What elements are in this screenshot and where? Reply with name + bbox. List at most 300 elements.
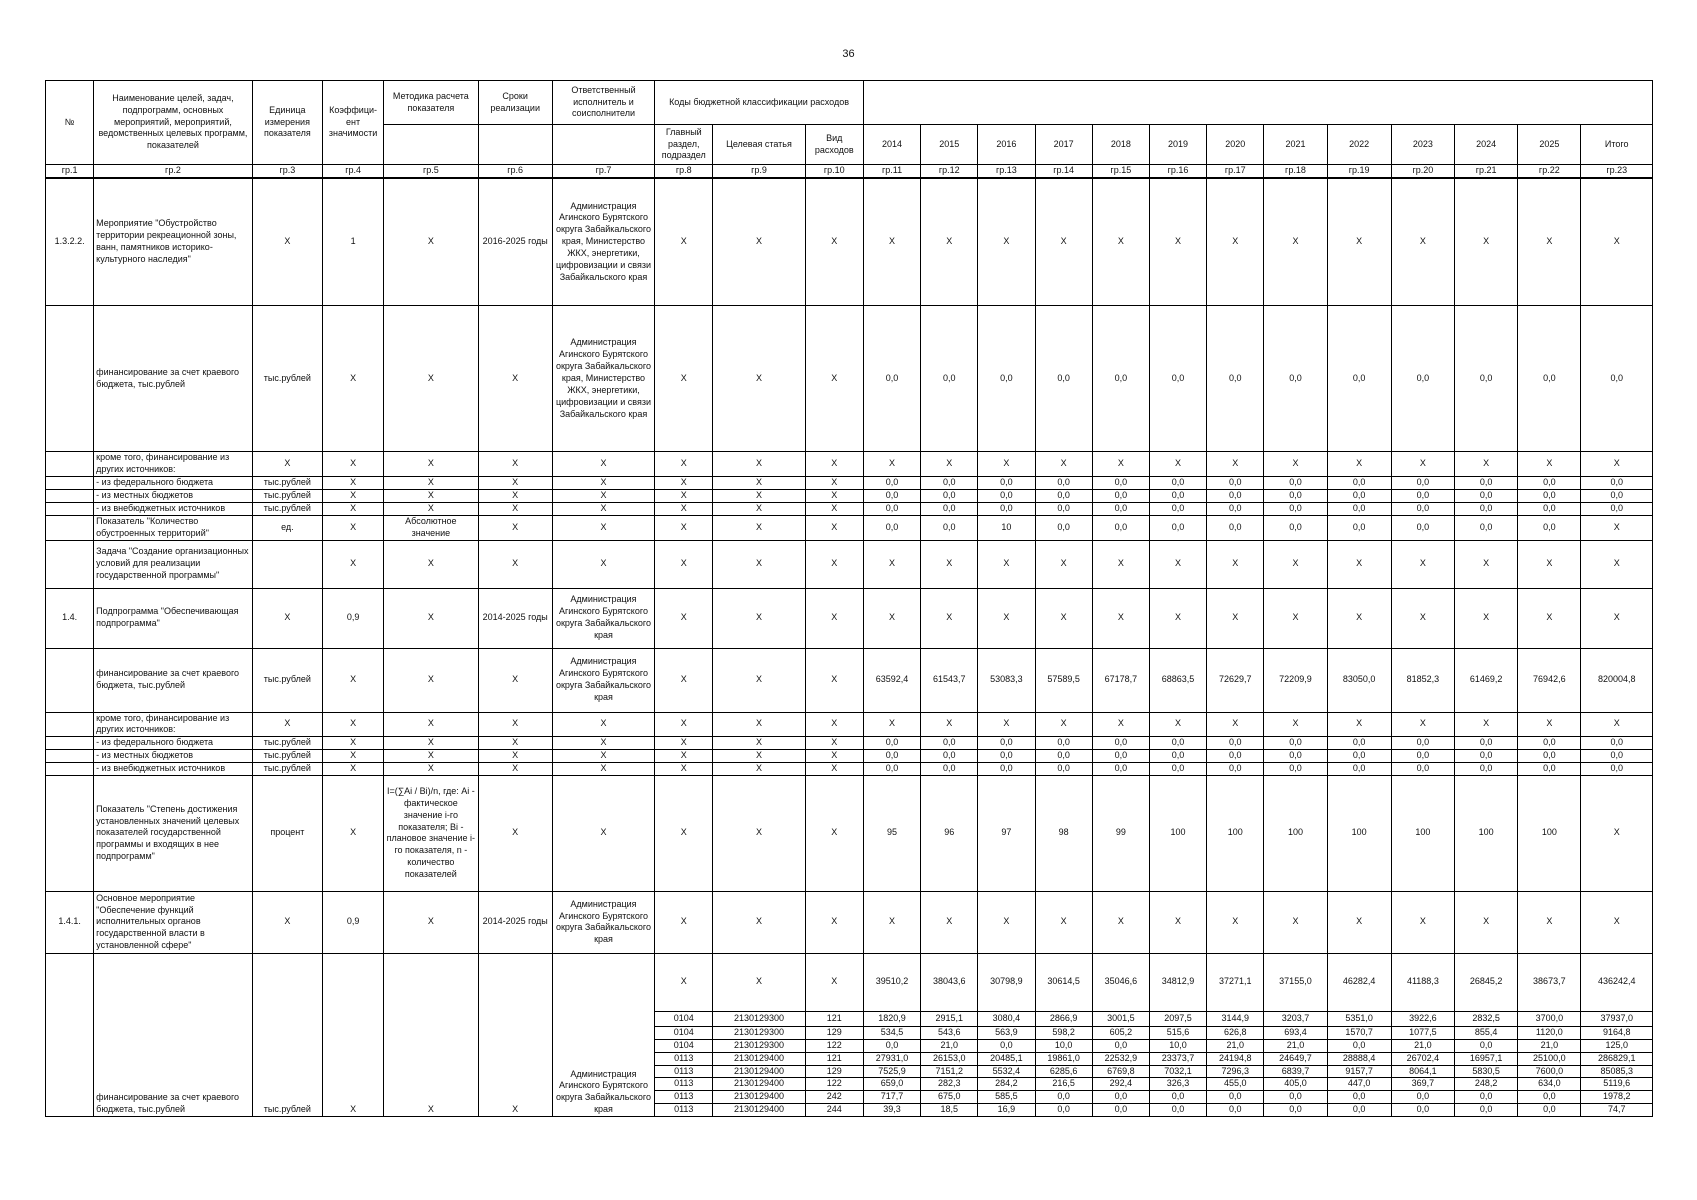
table-cell: 100: [1518, 775, 1581, 891]
table-row: [46, 178, 1653, 306]
header-coef: Коэффици-ент значимости: [322, 81, 383, 165]
table-cell: X: [384, 540, 478, 588]
table-cell: 0,0: [1327, 502, 1391, 515]
table-cell: 7296,3: [1207, 1065, 1264, 1078]
table-cell: X: [252, 891, 322, 953]
table-cell: X: [384, 750, 478, 763]
table-cell: 0113: [655, 1065, 713, 1078]
table-cell: X: [713, 891, 805, 953]
table-cell: 38673,7: [1518, 953, 1581, 1011]
table-cell: 5351,0: [1327, 1011, 1391, 1026]
table-row: [46, 750, 1653, 763]
table-cell: X: [552, 712, 654, 737]
table-cell: 35046,6: [1092, 953, 1149, 1011]
group-number: гр.4: [322, 165, 383, 178]
table-cell: X: [322, 750, 383, 763]
table-cell: 0,0: [1149, 1104, 1206, 1117]
table-cell: X: [713, 648, 805, 712]
table-cell: Мероприятие "Обустройство территории рекреационной зоны, ванн, памятников историко-культурного наследия": [94, 178, 253, 306]
table-cell: 0,0: [1391, 515, 1454, 540]
table-cell: 100: [1264, 775, 1327, 891]
table-cell: X: [713, 515, 805, 540]
table-cell: X: [478, 763, 552, 776]
table-cell: X: [655, 750, 713, 763]
table-cell: X: [1455, 891, 1518, 953]
table-cell: X: [478, 737, 552, 750]
table-cell: 0,0: [1035, 1104, 1092, 1117]
table-cell: X: [1035, 891, 1092, 953]
table-cell: 0,0: [978, 1039, 1035, 1052]
table-cell: X: [1518, 712, 1581, 737]
table-cell: X: [805, 306, 863, 452]
header-method: Методика расчета показателя: [384, 81, 478, 125]
header-article: Целевая статья: [713, 125, 805, 165]
header-year: 2015: [921, 125, 978, 165]
table-cell: 1820,9: [863, 1011, 920, 1026]
table-cell: X: [1035, 178, 1092, 306]
table-cell: 21,0: [1518, 1039, 1581, 1052]
table-cell: X: [655, 891, 713, 953]
table-cell: 0,0: [1092, 750, 1149, 763]
table-cell: 7151,2: [921, 1065, 978, 1078]
table-cell: X: [1092, 540, 1149, 588]
table-cell: X: [921, 452, 978, 477]
table-cell: X: [552, 477, 654, 490]
table-cell: X: [552, 763, 654, 776]
table-cell: X: [655, 737, 713, 750]
table-cell: 0,0: [1035, 763, 1092, 776]
table-cell: X: [1264, 891, 1327, 953]
table-cell: 0,0: [1149, 763, 1206, 776]
table-cell: X: [713, 953, 805, 1011]
table-cell: X: [713, 452, 805, 477]
table-cell: X: [713, 588, 805, 648]
table-cell: X: [655, 588, 713, 648]
empty-num-cell: [46, 953, 94, 1116]
header-responsible: Ответственный исполнитель и соисполнители: [552, 81, 654, 125]
table-cell: 248,2: [1455, 1078, 1518, 1091]
table-cell: 0,0: [1035, 737, 1092, 750]
table-cell: X: [1581, 452, 1653, 477]
table-cell: X: [1264, 712, 1327, 737]
table-cell: 0,0: [1264, 490, 1327, 503]
table-cell: 0113: [655, 1091, 713, 1104]
table-cell: 0,0: [1149, 306, 1206, 452]
table-cell: 0,0: [1035, 477, 1092, 490]
table-cell: 26702,4: [1391, 1052, 1454, 1065]
table-cell: X: [552, 540, 654, 588]
table-cell: тыс.рублей: [252, 648, 322, 712]
table-cell: 122: [805, 1078, 863, 1091]
table-cell: X: [713, 712, 805, 737]
table-cell: X: [978, 540, 1035, 588]
table-cell: 21,0: [1391, 1039, 1454, 1052]
table-cell: 0,0: [921, 515, 978, 540]
table-cell: 0,0: [1207, 1091, 1264, 1104]
table-cell: 0,0: [1327, 1091, 1391, 1104]
table-row: [46, 712, 1653, 737]
table-cell: X: [384, 452, 478, 477]
table-cell: 1.4.1.: [46, 891, 94, 953]
table-cell: 72209,9: [1264, 648, 1327, 712]
table-cell: 0,9: [322, 588, 383, 648]
table-cell: 0,0: [1391, 477, 1454, 490]
table-cell: 25100,0: [1518, 1052, 1581, 1065]
table-cell: X: [1207, 540, 1264, 588]
table-cell: 0113: [655, 1104, 713, 1117]
table-cell: 0104: [655, 1026, 713, 1039]
group-number: гр.23: [1581, 165, 1653, 178]
table-cell: X: [863, 588, 920, 648]
table-cell: [252, 540, 322, 588]
table-cell: [46, 452, 94, 477]
table-cell: 0,0: [863, 306, 920, 452]
table-cell: Задача "Создание организационных условий для реализации государственной программы": [94, 540, 253, 588]
table-cell: 0,0: [1327, 1039, 1391, 1052]
table-cell: X: [384, 178, 478, 306]
table-cell: X: [1035, 712, 1092, 737]
table-cell: 0,0: [1264, 515, 1327, 540]
table-cell: 0,0: [978, 502, 1035, 515]
table-cell: 2130129300: [713, 1026, 805, 1039]
group-number: гр.9: [713, 165, 805, 178]
table-cell: Абсолютное значение: [384, 515, 478, 540]
table-cell: 0,0: [1207, 502, 1264, 515]
table-cell: тыс.рублей: [252, 502, 322, 515]
table-cell: 0,0: [1264, 1104, 1327, 1117]
table-cell: X: [1327, 891, 1391, 953]
table-cell: 0,0: [1455, 306, 1518, 452]
table-cell: X: [978, 891, 1035, 953]
table-row: [46, 891, 1653, 953]
table-cell: X: [1092, 178, 1149, 306]
table-cell: X: [322, 775, 383, 891]
table-cell: 0,0: [1207, 515, 1264, 540]
table-cell: 16,9: [978, 1104, 1035, 1117]
table-cell: 16957,1: [1455, 1052, 1518, 1065]
table-cell: X: [1455, 712, 1518, 737]
table-cell: 0,0: [1581, 477, 1653, 490]
table-cell: 515,6: [1149, 1026, 1206, 1039]
table-cell: 3700,0: [1518, 1011, 1581, 1026]
table-cell: - из внебюджетных источников: [94, 502, 253, 515]
table-cell: X: [384, 891, 478, 953]
table-cell: 0,0: [1092, 515, 1149, 540]
table-cell: 1570,7: [1327, 1026, 1391, 1039]
table-cell: Показатель "Количество обустроенных территорий": [94, 515, 253, 540]
table-cell: 0,0: [1391, 490, 1454, 503]
budget-table: [45, 80, 1653, 1117]
table-cell: Подпрограмма "Обеспечивающая подпрограмма": [94, 588, 253, 648]
table-cell: 2016-2025 годы: [478, 178, 552, 306]
table-cell: X: [478, 648, 552, 712]
table-cell: Основное мероприятие "Обеспечение функций исполнительных органов государственной власти в установленной сфере": [94, 891, 253, 953]
table-cell: 0,0: [863, 490, 920, 503]
table-cell: X: [1455, 588, 1518, 648]
table-cell: 0,0: [1207, 1104, 1264, 1117]
table-cell: 0,0: [1327, 306, 1391, 452]
table-cell: [46, 775, 94, 891]
table-cell: ед.: [252, 515, 322, 540]
table-cell: 543,6: [921, 1026, 978, 1039]
table-cell: 100: [1327, 775, 1391, 891]
table-cell: X: [713, 502, 805, 515]
table-cell: 286829,1: [1581, 1052, 1653, 1065]
table-cell: 0,0: [1035, 750, 1092, 763]
table-cell: X: [655, 452, 713, 477]
table-cell: X: [322, 763, 383, 776]
table-cell: 0,0: [1455, 1039, 1518, 1052]
table-cell: X: [921, 588, 978, 648]
table-cell: X: [1035, 452, 1092, 477]
table-cell: X: [1327, 712, 1391, 737]
table-cell: 0113: [655, 1052, 713, 1065]
table-cell: 26153,0: [921, 1052, 978, 1065]
table-cell: 61469,2: [1455, 648, 1518, 712]
table-cell: X: [384, 712, 478, 737]
table-cell: X: [1149, 712, 1206, 737]
table-cell: X: [713, 750, 805, 763]
table-cell: 18,5: [921, 1104, 978, 1117]
table-cell: 0,0: [1092, 477, 1149, 490]
table-cell: 693,4: [1264, 1026, 1327, 1039]
table-cell: 0,0: [1327, 750, 1391, 763]
table-cell: 447,0: [1327, 1078, 1391, 1091]
table-cell: X: [1092, 891, 1149, 953]
table-cell: 122: [805, 1039, 863, 1052]
table-cell: X: [1149, 588, 1206, 648]
table-cell: Администрация Агинского Бурятского округа Забайкальского края, Министерство ЖКХ, энергетики, цифровизации и связи Забайкальского края: [552, 178, 654, 306]
table-cell: 38043,6: [921, 953, 978, 1011]
table-cell: 6285,6: [1035, 1065, 1092, 1078]
table-cell: [46, 502, 94, 515]
table-cell: 0,0: [1455, 1104, 1518, 1117]
table-cell: [46, 490, 94, 503]
table-cell: 0,0: [1149, 502, 1206, 515]
row-name-cell: финансирование за счет краевого бюджета, тыс.рублей: [94, 953, 253, 1116]
table-cell: 100: [1391, 775, 1454, 891]
table-cell: X: [921, 712, 978, 737]
group-number: гр.21: [1455, 165, 1518, 178]
table-cell: 19861,0: [1035, 1052, 1092, 1065]
table-cell: финансирование за счет краевого бюджета, тыс.рублей: [94, 648, 253, 712]
table-cell: 0104: [655, 1039, 713, 1052]
table-cell: - из федерального бюджета: [94, 737, 253, 750]
table-cell: 0104: [655, 1011, 713, 1026]
table-cell: X: [921, 540, 978, 588]
table-cell: 0,0: [1455, 737, 1518, 750]
header-resp-blank: [552, 125, 654, 165]
table-row: [46, 306, 1653, 452]
table-cell: X: [713, 477, 805, 490]
header-year: 2024: [1455, 125, 1518, 165]
table-cell: 0,0: [1264, 750, 1327, 763]
table-cell: 0,0: [1035, 306, 1092, 452]
table-cell: 0,0: [1327, 515, 1391, 540]
table-cell: 0,0: [1391, 1091, 1454, 1104]
group-number: гр.10: [805, 165, 863, 178]
table-cell: 0,0: [1327, 763, 1391, 776]
table-cell: 37937,0: [1581, 1011, 1653, 1026]
table-row: [46, 775, 1653, 891]
table-cell: 0,0: [863, 515, 920, 540]
table-cell: X: [805, 178, 863, 306]
table-cell: тыс.рублей: [252, 750, 322, 763]
group-number: гр.22: [1518, 165, 1581, 178]
header-num: №: [46, 81, 94, 165]
table-cell: X: [384, 477, 478, 490]
table-cell: 30798,9: [978, 953, 1035, 1011]
table-cell: X: [978, 588, 1035, 648]
table-cell: 1978,2: [1581, 1091, 1653, 1104]
table-cell: 0,0: [1391, 763, 1454, 776]
table-cell: X: [655, 712, 713, 737]
table-cell: X: [1581, 178, 1653, 306]
table-cell: X: [655, 178, 713, 306]
table-cell: X: [322, 306, 383, 452]
table-cell: 0,0: [1518, 750, 1581, 763]
table-cell: Показатель "Степень достижения установленных значений целевых показателей государственной программы и входящих в нее подпрограмм": [94, 775, 253, 891]
table-row: [46, 763, 1653, 776]
table-cell: 605,2: [1092, 1026, 1149, 1039]
table-cell: 96: [921, 775, 978, 891]
table-cell: 3080,4: [978, 1011, 1035, 1026]
table-cell: X: [1391, 178, 1454, 306]
table-cell: X: [713, 763, 805, 776]
table-cell: 27931,0: [863, 1052, 920, 1065]
table-cell: X: [1207, 712, 1264, 737]
table-cell: 8064,1: [1391, 1065, 1454, 1078]
table-cell: 63592,4: [863, 648, 920, 712]
table-cell: 436242,4: [1581, 953, 1653, 1011]
table-cell: 2130129400: [713, 1052, 805, 1065]
table-cell: X: [655, 775, 713, 891]
header-year: 2025: [1518, 125, 1581, 165]
table-cell: X: [1207, 891, 1264, 953]
table-cell: [46, 737, 94, 750]
group-number: гр.14: [1035, 165, 1092, 178]
table-cell: X: [1264, 178, 1327, 306]
table-cell: 0,0: [863, 763, 920, 776]
table-cell: 0,0: [1207, 763, 1264, 776]
table-cell: 5119,6: [1581, 1078, 1653, 1091]
table-cell: [46, 477, 94, 490]
table-cell: 284,2: [978, 1078, 1035, 1091]
table-cell: X: [1391, 891, 1454, 953]
table-cell: 3922,6: [1391, 1011, 1454, 1026]
group-number: гр.17: [1207, 165, 1264, 178]
table-cell: Администрация Агинского Бурятского округа Забайкальского края, Министерство ЖКХ, энергетики, цифровизации и связи Забайкальского края: [552, 306, 654, 452]
group-number: гр.19: [1327, 165, 1391, 178]
header-years-blank: [863, 81, 1652, 125]
header-year: 2022: [1327, 125, 1391, 165]
table-cell: 0,0: [1149, 515, 1206, 540]
table-cell: 0,0: [1518, 477, 1581, 490]
header-budget-codes: Коды бюджетной классификации расходов: [655, 81, 864, 125]
table-cell: 0,0: [1149, 1091, 1206, 1104]
table-cell: 0,0: [1149, 477, 1206, 490]
table-cell: 24194,8: [1207, 1052, 1264, 1065]
table-cell: 98: [1035, 775, 1092, 891]
table-cell: 5532,4: [978, 1065, 1035, 1078]
table-cell: - из федерального бюджета: [94, 477, 253, 490]
group-number: гр.12: [921, 165, 978, 178]
table-cell: 0,0: [863, 750, 920, 763]
table-cell: Администрация Агинского Бурятского округа Забайкальского края: [552, 648, 654, 712]
table-cell: X: [1581, 588, 1653, 648]
table-cell: [46, 306, 94, 452]
table-cell: 0,0: [1092, 1039, 1149, 1052]
table-cell: X: [322, 737, 383, 750]
table-cell: 2130129300: [713, 1039, 805, 1052]
table-cell: X: [1455, 178, 1518, 306]
table-cell: 34812,9: [1149, 953, 1206, 1011]
table-cell: 0,0: [1264, 306, 1327, 452]
table-cell: 0,0: [1391, 1104, 1454, 1117]
header-year: 2020: [1207, 125, 1264, 165]
table-cell: X: [478, 477, 552, 490]
table-cell: [46, 540, 94, 588]
table-cell: X: [1391, 452, 1454, 477]
table-cell: 39,3: [863, 1104, 920, 1117]
table-cell: 7525,9: [863, 1065, 920, 1078]
table-cell: 97: [978, 775, 1035, 891]
table-cell: 0,0: [1581, 502, 1653, 515]
table-cell: X: [1327, 588, 1391, 648]
table-cell: 0,0: [978, 306, 1035, 452]
table-cell: 0,0: [1581, 763, 1653, 776]
table-row: [46, 477, 1653, 490]
table-cell: 0,0: [1455, 515, 1518, 540]
table-cell: [46, 648, 94, 712]
table-cell: финансирование за счет краевого бюджета, тыс.рублей: [94, 306, 253, 452]
table-row: [46, 540, 1653, 588]
table-cell: 0,0: [1455, 490, 1518, 503]
table-cell: X: [384, 763, 478, 776]
table-cell: 99: [1092, 775, 1149, 891]
table-cell: 72629,7: [1207, 648, 1264, 712]
table-cell: X: [552, 775, 654, 891]
table-cell: 37155,0: [1264, 953, 1327, 1011]
table-cell: тыс.рублей: [252, 477, 322, 490]
table-cell: X: [805, 540, 863, 588]
table-cell: X: [1518, 178, 1581, 306]
table-cell: 0,0: [1207, 306, 1264, 452]
table-cell: 2130129400: [713, 1091, 805, 1104]
table-cell: 0,0: [1149, 490, 1206, 503]
table-cell: X: [552, 502, 654, 515]
table-cell: X: [978, 712, 1035, 737]
table-cell: X: [322, 477, 383, 490]
group-number: гр.20: [1391, 165, 1454, 178]
table-cell: 10,0: [1035, 1039, 1092, 1052]
table-cell: X: [978, 452, 1035, 477]
table-cell: 0,0: [1092, 502, 1149, 515]
table-cell: X: [552, 750, 654, 763]
group-number: гр.15: [1092, 165, 1149, 178]
header-expense-type: Вид расходов: [805, 125, 863, 165]
table-cell: - из внебюджетных источников: [94, 763, 253, 776]
table-cell: X: [1391, 588, 1454, 648]
table-cell: X: [805, 452, 863, 477]
table-cell: X: [713, 737, 805, 750]
table-cell: 0,0: [1149, 737, 1206, 750]
table-cell: X: [1264, 540, 1327, 588]
table-cell: 10: [978, 515, 1035, 540]
table-cell: тыс.рублей: [252, 763, 322, 776]
table-cell: X: [1518, 588, 1581, 648]
table-cell: 0,0: [1264, 763, 1327, 776]
